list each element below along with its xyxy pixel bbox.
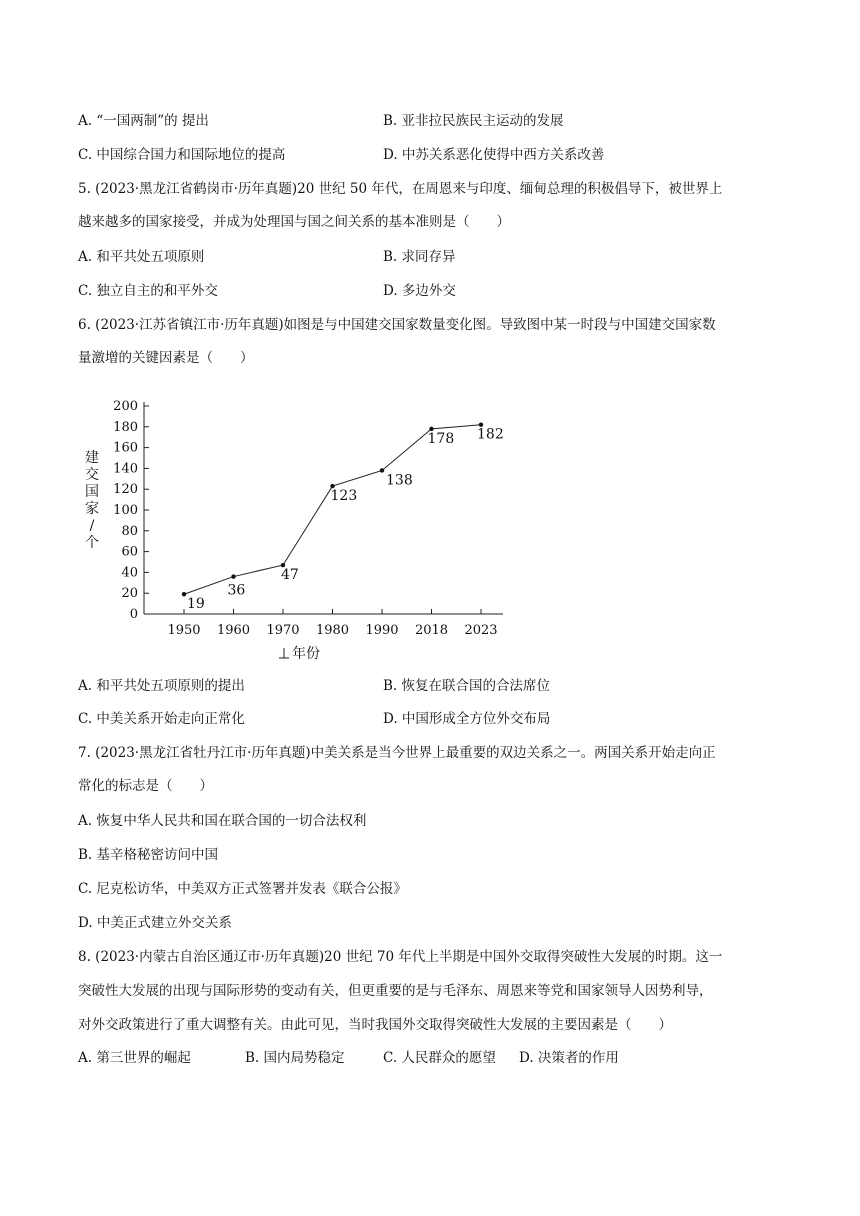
q6-option-a: A. 和平共处五项原则的提出 [78, 678, 245, 694]
q4-option-a: A. “一国两制”的 提出 [78, 113, 209, 129]
diplomatic-relations-chart [78, 390, 518, 670]
q7-option-d: D. 中美正式建立外交关系 [78, 915, 232, 931]
q4-option-b: B. 亚非拉民族民主运动的发展 [383, 113, 564, 129]
q6-option-d: D. 中国形成全方位外交布局 [383, 711, 551, 727]
q8-stem-line-1: 8. (2023·内蒙古自治区通辽市·历年真题)20 世纪 70 年代上半期是中国外交取得突破性大发展的时期。这一 [78, 949, 723, 965]
x-tick-label: 1980 [315, 623, 350, 638]
y-tick-label: 80 [121, 523, 138, 539]
q8-option-c: C. 人民群众的愿望 [383, 1050, 496, 1066]
data-label: 178 [427, 430, 455, 447]
y-axis-label-char: 个 [85, 535, 99, 551]
q6-stem-line-1: 6. (2023·江苏省镇江市·历年真题)如图是与中国建交国家数量变化图。导致图中某一时段与中国建交国家数 [78, 317, 716, 333]
x-tick-label: 1990 [365, 623, 399, 638]
q8-stem-line-2: 突破性大发展的出现与国际形势的变动有关，但更重要的是与毛泽东、周恩来等党和国家领导人因势利导， [78, 983, 713, 999]
q5-option-d: D. 多边外交 [383, 283, 456, 299]
x-tick-label: 2018 [414, 623, 449, 638]
q5-stem-line-2: 越来越多的国家接受，并成为处理国与国之间关系的基本准则是（ ） [78, 214, 510, 230]
q7-stem-line-2: 常化的标志是（ ） [78, 778, 213, 794]
data-label: 47 [281, 567, 299, 584]
q5-option-b: B. 求同存异 [383, 249, 456, 265]
data-points [182, 423, 483, 597]
y-tick-label: 200 [113, 399, 138, 414]
q5-option-a: A. 和平共处五项原则 [78, 249, 205, 265]
q8-stem-line-3: 对外交政策进行了重大调整有关。由此可见，当时我国外交取得突破性大发展的主要因素是（ ） [78, 1017, 672, 1033]
data-label: 36 [227, 582, 246, 599]
y-axis-label-char: 交 [85, 467, 99, 483]
y-tick-label: 180 [113, 419, 138, 435]
x-axis [144, 609, 503, 638]
q4-option-d: D. 中苏关系恶化使得中西方关系改善 [383, 147, 605, 163]
y-tick-label: 120 [113, 482, 138, 498]
y-axis [113, 399, 149, 622]
q4-option-c: C. 中国综合国力和国际地位的提高 [78, 147, 286, 163]
q8-option-b: B. 国内局势稳定 [245, 1050, 345, 1066]
q5-option-c: C. 独立自主的和平外交 [78, 283, 218, 299]
y-tick-label: 0 [129, 607, 138, 622]
x-tick-label: 1960 [216, 623, 251, 638]
y-axis-label-char: 家 [85, 501, 99, 517]
x-axis-title-text: 年份 [292, 646, 320, 662]
q7-option-b: B. 基辛格秘密访问中国 [78, 847, 219, 863]
q5-stem-line-1: 5. (2023·黑龙江省鹤岗市·历年真题)20 世纪 50 年代，在周恩来与印度、缅甸总理的积极倡导下，被世界上 [78, 181, 723, 197]
y-tick-label: 100 [113, 503, 138, 518]
q6-option-c: C. 中美关系开始走向正常化 [78, 711, 245, 727]
data-label: 19 [187, 596, 205, 613]
q6-stem-line-2: 量激增的关键因素是（ ） [78, 350, 254, 366]
data-point [231, 574, 235, 578]
q7-option-a: A. 恢复中华人民共和国在联合国的一切合法权利 [78, 813, 367, 829]
q6-option-b: B. 恢复在联合国的合法席位 [383, 678, 551, 694]
y-tick-label: 60 [121, 544, 138, 560]
y-tick-label: 40 [121, 565, 138, 581]
data-label: 138 [386, 472, 413, 489]
y-tick-label: 140 [113, 461, 138, 477]
y-axis-label-char: / [89, 518, 95, 534]
data-label: 182 [477, 426, 504, 443]
q8-option-d: D. 决策者的作用 [519, 1050, 619, 1066]
q8-option-a: A. 第三世界的崛起 [78, 1050, 191, 1066]
chart-svg [78, 390, 518, 670]
x-tick-label: 1950 [167, 623, 201, 638]
data-point [182, 592, 186, 596]
y-tick-label: 20 [121, 586, 138, 602]
q7-stem-line-1: 7. (2023·黑龙江省牡丹江市·历年真题)中美关系是当今世界上最重要的双边关系之一。两国关系开始走向正 [78, 745, 716, 761]
y-axis-label-char: 国 [85, 484, 99, 500]
y-axis-label [85, 449, 99, 551]
series-line [184, 425, 481, 595]
data-labels [187, 427, 504, 613]
x-tick-label: 1970 [266, 623, 300, 638]
data-point [380, 468, 384, 472]
q7-option-c: C. 尼克松访华，中美双方正式签署并发表《联合公报》 [78, 881, 407, 897]
x-axis-title [279, 645, 320, 662]
y-tick-label: 160 [113, 440, 138, 456]
data-label: 123 [330, 488, 358, 505]
x-tick-label: 2023 [464, 623, 498, 638]
y-axis-label-char: 建 [85, 450, 99, 466]
